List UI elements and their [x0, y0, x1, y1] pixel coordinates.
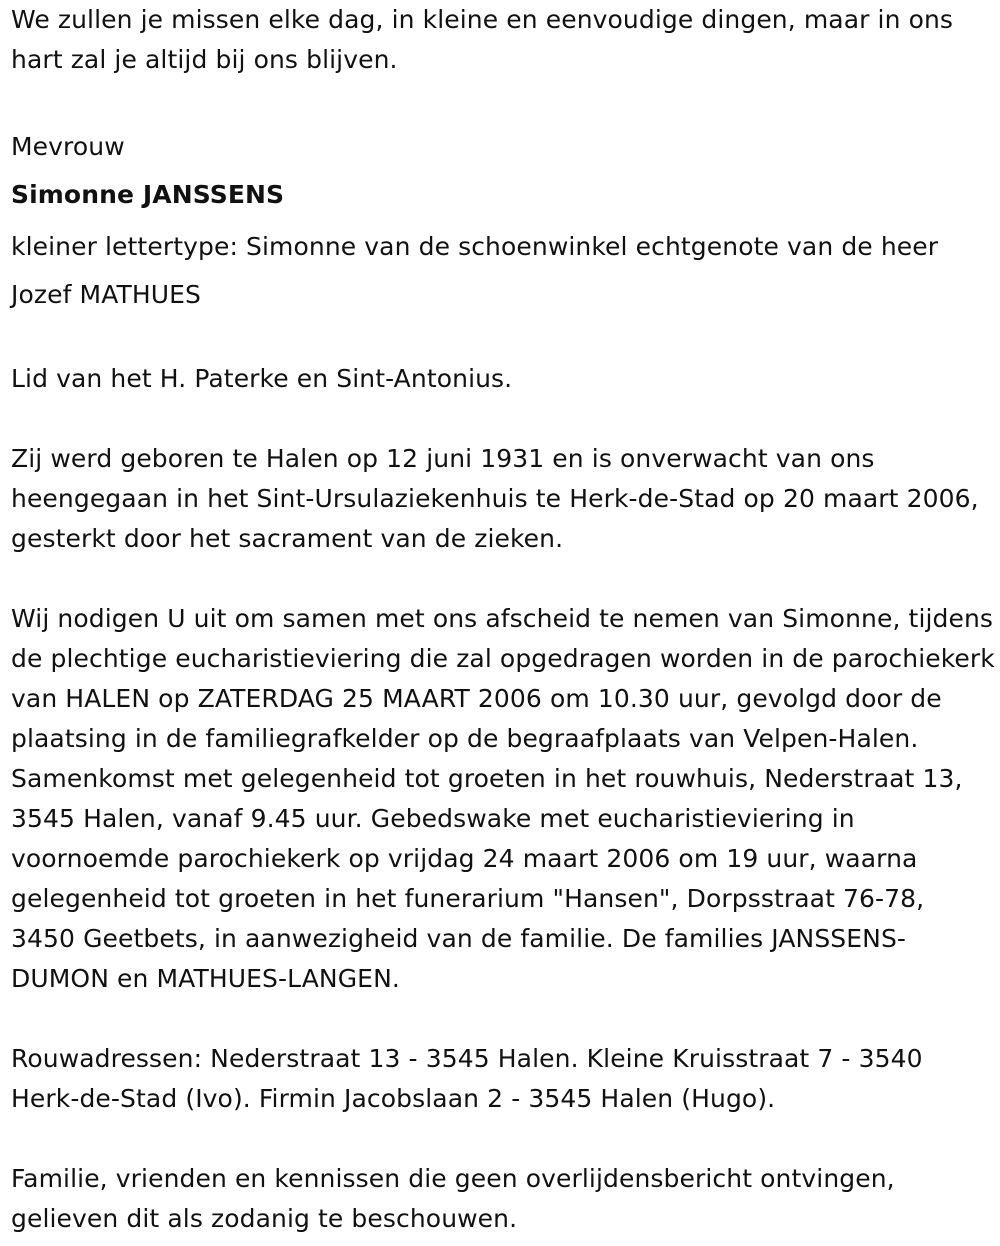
deceased-name: Simonne JANSSENS [11, 180, 285, 209]
subtitle-paragraph: kleiner lettertype: Simonne van de schoenwinkel echtgenote van de heer Jozef MATHUES [11, 232, 939, 309]
membership-paragraph: Lid van het H. Paterke en Sint-Antonius. [11, 364, 513, 393]
spacer [11, 999, 996, 1039]
birth-death-paragraph: Zij werd geboren te Halen op 12 juni 1931 en is onverwacht van ons heengegaan in het Sint-Ursulaziekenhuis te Herk-de-Stad op 20 maart 2006, gesterkt door het sacrament van de zieken. [11, 444, 979, 553]
spacer [11, 319, 996, 359]
spacer [11, 1119, 996, 1159]
honorific-title: Mevrouw [11, 132, 125, 161]
intro-paragraph: We zullen je missen elke dag, in kleine en eenvoudige dingen, maar in ons hart zal je altijd bij ons blijven. [11, 5, 954, 74]
spacer [11, 559, 996, 599]
spacer [11, 80, 996, 120]
closing-paragraph: Familie, vrienden en kennissen die geen overlijdensbericht ontvingen, gelieven dit als zodanig te beschouwen. [11, 1164, 895, 1233]
spacer [11, 399, 996, 439]
ceremony-paragraph: Wij nodigen U uit om samen met ons afscheid te nemen van Simonne, tijdens de plechtige eucharistieviering die zal opgedragen worden in de parochiekerk van HALEN op ZATERDAG 25 MAART 2006 om 10.30 uur, gevolgd door de plaatsing in de familiegrafkelder op de begraafplaats van Velpen-Halen. Samenkomst met gelegenheid tot groeten in het rouwhuis, Nederstraat 13, 3545 Halen, vanaf 9.45 uur. Gebedswake met eucharistieviering in voornoemde parochiekerk op vrijdag 24 maart 2006 om 19 uur, waarna gelegenheid tot groeten in het funerarium "Hansen", Dorpsstraat 76-78, 3450 Geetbets, in aanwezigheid van de familie. De families JANSSENS-DUMON en MATHUES-LANGEN. [11, 604, 995, 993]
obituary-document [11, 0, 996, 1239]
addresses-paragraph: Rouwadressen: Nederstraat 13 - 3545 Halen. Kleine Kruisstraat 7 - 3540 Herk-de-Stad (Ivo). Firmin Jacobslaan 2 - 3545 Halen (Hugo). [11, 1044, 923, 1113]
